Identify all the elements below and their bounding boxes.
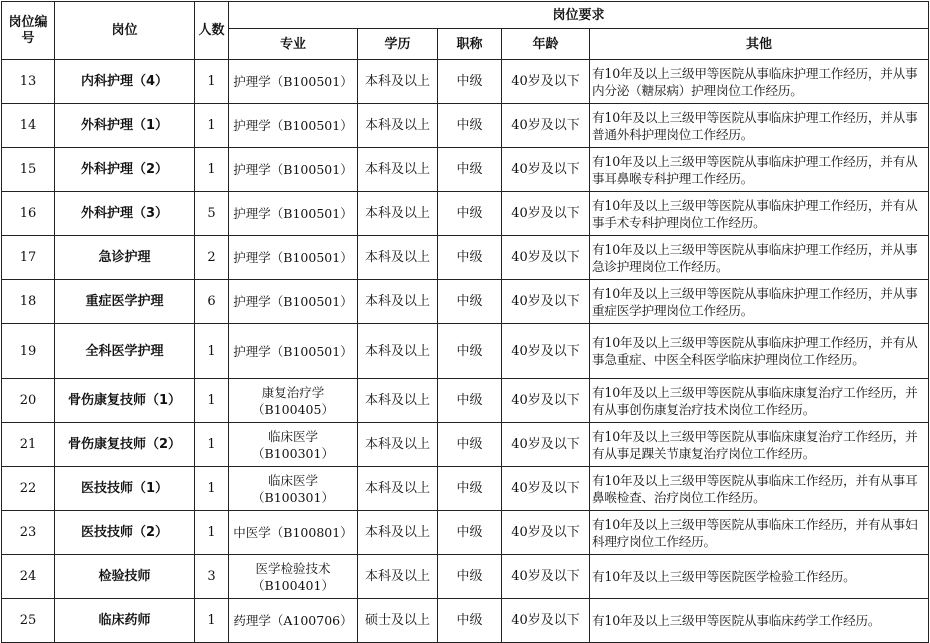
- row-title: 中级: [438, 280, 502, 324]
- row-count: 1: [195, 148, 229, 192]
- row-count: 3: [195, 555, 229, 599]
- row-title: 中级: [438, 236, 502, 280]
- row-count: 5: [195, 192, 229, 236]
- row-title: 中级: [438, 555, 502, 599]
- row-major: 护理学（B100501）: [229, 236, 358, 280]
- row-age: 40岁及以下: [502, 467, 590, 511]
- row-other: 有10年及以上三级甲等医院从事临床护理工作经历，并从事急诊护理岗位工作经历。: [590, 236, 929, 280]
- header-position: 岗位: [55, 2, 195, 60]
- row-id: 21: [2, 423, 55, 467]
- row-education: 本科及以上: [358, 467, 438, 511]
- row-count: 6: [195, 280, 229, 324]
- row-other: 有10年及以上三级甲等医院医学检验工作经历。: [590, 555, 929, 599]
- row-education: 本科及以上: [358, 236, 438, 280]
- row-other: 有10年及以上三级甲等医院从事临床康复治疗工作经历，并有从事创伤康复治疗技术岗位工作经历。: [590, 379, 929, 423]
- table-row: [2, 379, 929, 423]
- table-row: [2, 555, 929, 599]
- row-education: 本科及以上: [358, 148, 438, 192]
- row-position: 全科医学护理: [55, 324, 195, 379]
- row-count: 1: [195, 599, 229, 643]
- row-other: 有10年及以上三级甲等医院从事临床护理工作经历，并从事重症医学护理岗位工作经历。: [590, 280, 929, 324]
- row-id: 15: [2, 148, 55, 192]
- table-row: [2, 192, 929, 236]
- table-row: [2, 104, 929, 148]
- row-other: 有10年及以上三级甲等医院从事临床康复治疗工作经历，并有从事足踝关节康复治疗岗位工作经历。: [590, 423, 929, 467]
- row-position: 医技技师（1）: [55, 467, 195, 511]
- row-major: 临床医学（B100301）: [229, 467, 358, 511]
- row-position: 重症医学护理: [55, 280, 195, 324]
- row-other: 有10年及以上三级甲等医院从事临床工作经历，并有从事耳鼻喉检查、治疗岗位工作经历。: [590, 467, 929, 511]
- header-other: 其他: [590, 29, 929, 60]
- row-position: 骨伤康复技师（2）: [55, 423, 195, 467]
- header-title: 职称: [438, 29, 502, 60]
- row-position: 骨伤康复技师（1）: [55, 379, 195, 423]
- row-education: 本科及以上: [358, 423, 438, 467]
- header-age: 年龄: [502, 29, 590, 60]
- row-major: 护理学（B100501）: [229, 192, 358, 236]
- row-title: 中级: [438, 60, 502, 104]
- row-age: 40岁及以下: [502, 148, 590, 192]
- table-row: [2, 599, 929, 643]
- row-count: 1: [195, 423, 229, 467]
- row-major: 临床医学（B100301）: [229, 423, 358, 467]
- table-row: [2, 148, 929, 192]
- row-title: 中级: [438, 379, 502, 423]
- row-major: 护理学（B100501）: [229, 324, 358, 379]
- row-id: 20: [2, 379, 55, 423]
- header-major: 专业: [229, 29, 358, 60]
- table-row: [2, 324, 929, 379]
- row-major: 护理学（B100501）: [229, 280, 358, 324]
- row-other: 有10年及以上三级甲等医院从事临床护理工作经历，并从事内分泌（糖尿病）护理岗位工作经历。: [590, 60, 929, 104]
- row-age: 40岁及以下: [502, 236, 590, 280]
- row-position: 临床药师: [55, 599, 195, 643]
- row-major: 康复治疗学（B100405）: [229, 379, 358, 423]
- row-id: 24: [2, 555, 55, 599]
- table-row: [2, 236, 929, 280]
- row-major: 中医学（B100801）: [229, 511, 358, 555]
- row-title: 中级: [438, 423, 502, 467]
- row-age: 40岁及以下: [502, 280, 590, 324]
- table-row: [2, 280, 929, 324]
- row-age: 40岁及以下: [502, 511, 590, 555]
- row-count: 2: [195, 236, 229, 280]
- row-major: 护理学（B100501）: [229, 148, 358, 192]
- row-other: 有10年及以上三级甲等医院从事临床护理工作经历，并有从事耳鼻喉专科护理工作经历。: [590, 148, 929, 192]
- row-id: 17: [2, 236, 55, 280]
- row-age: 40岁及以下: [502, 423, 590, 467]
- row-id: 13: [2, 60, 55, 104]
- row-count: 1: [195, 511, 229, 555]
- row-age: 40岁及以下: [502, 104, 590, 148]
- row-position: 外科护理（3）: [55, 192, 195, 236]
- row-other: 有10年及以上三级甲等医院从事临床护理工作经历，并有从事急重症、中医全科医学临床护理岗位工作经历。: [590, 324, 929, 379]
- row-age: 40岁及以下: [502, 324, 590, 379]
- row-other: 有10年及以上三级甲等医院从事临床护理工作经历，并从事普通外科护理岗位工作经历。: [590, 104, 929, 148]
- row-id: 16: [2, 192, 55, 236]
- row-age: 40岁及以下: [502, 192, 590, 236]
- row-age: 40岁及以下: [502, 599, 590, 643]
- row-position: 外科护理（2）: [55, 148, 195, 192]
- row-education: 本科及以上: [358, 192, 438, 236]
- row-id: 19: [2, 324, 55, 379]
- row-title: 中级: [438, 511, 502, 555]
- row-title: 中级: [438, 467, 502, 511]
- header-id: 岗位编号: [2, 2, 55, 60]
- row-position: 急诊护理: [55, 236, 195, 280]
- row-education: 本科及以上: [358, 555, 438, 599]
- row-count: 1: [195, 104, 229, 148]
- row-education: 本科及以上: [358, 379, 438, 423]
- table-row: [2, 60, 929, 104]
- row-age: 40岁及以下: [502, 60, 590, 104]
- row-title: 中级: [438, 192, 502, 236]
- row-education: 本科及以上: [358, 280, 438, 324]
- row-major: 医学检验技术（B100401）: [229, 555, 358, 599]
- row-education: 本科及以上: [358, 511, 438, 555]
- row-education: 本科及以上: [358, 324, 438, 379]
- table-row: [2, 511, 929, 555]
- row-id: 22: [2, 467, 55, 511]
- row-age: 40岁及以下: [502, 379, 590, 423]
- row-id: 23: [2, 511, 55, 555]
- row-count: 1: [195, 324, 229, 379]
- table-row: [2, 467, 929, 511]
- row-title: 中级: [438, 599, 502, 643]
- row-position: 外科护理（1）: [55, 104, 195, 148]
- row-id: 18: [2, 280, 55, 324]
- header-count: 人数: [195, 2, 229, 60]
- row-position: 内科护理（4）: [55, 60, 195, 104]
- row-id: 14: [2, 104, 55, 148]
- row-id: 25: [2, 599, 55, 643]
- row-age: 40岁及以下: [502, 555, 590, 599]
- row-other: 有10年及以上三级甲等医院从事临床药学工作经历。: [590, 599, 929, 643]
- row-count: 1: [195, 467, 229, 511]
- row-major: 护理学（B100501）: [229, 60, 358, 104]
- row-other: 有10年及以上三级甲等医院从事临床护理工作经历，并有从事手术专科护理岗位工作经历。: [590, 192, 929, 236]
- row-count: 1: [195, 60, 229, 104]
- row-education: 本科及以上: [358, 104, 438, 148]
- row-position: 医技技师（2）: [55, 511, 195, 555]
- table-row: [2, 423, 929, 467]
- header-requirements: 岗位要求: [229, 2, 929, 29]
- job-requirements-table: [1, 1, 929, 643]
- header-education: 学历: [358, 29, 438, 60]
- row-major: 护理学（B100501）: [229, 104, 358, 148]
- row-count: 1: [195, 379, 229, 423]
- row-major: 药理学（A100706）: [229, 599, 358, 643]
- row-title: 中级: [438, 104, 502, 148]
- row-education: 硕士及以上: [358, 599, 438, 643]
- row-education: 本科及以上: [358, 60, 438, 104]
- row-other: 有10年及以上三级甲等医院从事临床工作经历，并有从事妇科理疗岗位工作经历。: [590, 511, 929, 555]
- row-position: 检验技师: [55, 555, 195, 599]
- row-title: 中级: [438, 148, 502, 192]
- row-title: 中级: [438, 324, 502, 379]
